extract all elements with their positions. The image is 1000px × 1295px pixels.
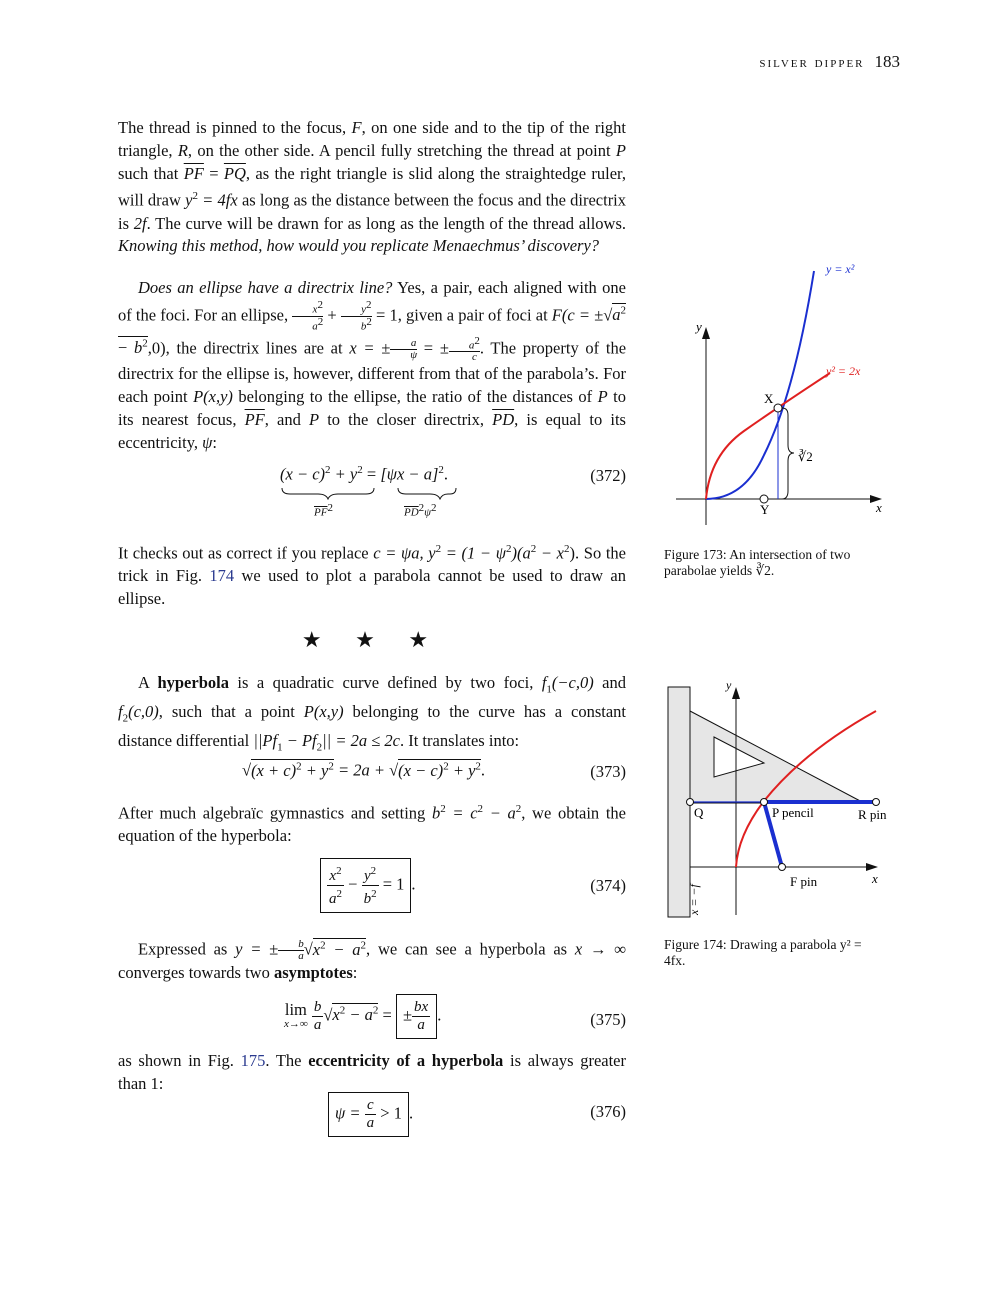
- page-number: 183: [874, 52, 900, 71]
- label-F: F pin: [790, 874, 818, 889]
- figure-174-diagram: [664, 675, 894, 925]
- figure-174-link[interactable]: 174: [209, 566, 235, 586]
- running-title: silver dipper: [759, 55, 865, 71]
- boxed-hyperbola-equation: $\frac{x^2}{a^2}$ − $\frac{y^2}{b^2}$ = 1: [320, 858, 411, 913]
- section-break-stars: ★ ★ ★: [301, 627, 443, 652]
- equation-number: (373): [590, 762, 626, 781]
- point-X: [774, 404, 782, 412]
- point-Q: [687, 799, 694, 806]
- label-Q: Q: [694, 805, 704, 820]
- label-Y: Y: [760, 502, 770, 517]
- label-curve-1: y = x²: [826, 262, 855, 276]
- label-curve-2: y² = 2x: [826, 364, 861, 378]
- label-directrix: x = −f: [687, 884, 701, 915]
- equation-number: (375): [590, 1010, 626, 1029]
- point-F: [779, 864, 786, 871]
- equation-376: ψ = $\frac{c}{a}$ > 1 . (376): [118, 1092, 626, 1132]
- x-axis-arrow: [866, 863, 878, 871]
- y-axis-arrow: [732, 687, 740, 699]
- equation-number: (376): [590, 1102, 626, 1121]
- curve-y-x2: [706, 271, 814, 499]
- label-X: X: [764, 391, 774, 406]
- paragraph-6: Expressed as y = ± $\frac{b}{a}$ $√x^2 - a^2$, we can see a hyperbola as x → ∞ converges towards two asymptotes:: [118, 938, 627, 983]
- label-y: y: [726, 678, 732, 692]
- figure-173-caption: Figure 173: An intersection of two parabolae yields ∛2.: [664, 547, 851, 578]
- point-R: [873, 799, 880, 806]
- equation-375: lim x→∞ $\frac{b}{a}$ $√x^2 - a^2$ = ± $\frac{bx}{a}$ . (375): [118, 994, 626, 1040]
- figure-175-link[interactable]: 175: [240, 1051, 266, 1070]
- paragraph-5: After much algebraïc gymnastics and setting $b^2 = c^2 - a^2$, we obtain the equation of the hyperbola:: [118, 803, 627, 846]
- label-R: R pin: [858, 807, 887, 822]
- y-axis-arrow: [702, 327, 710, 339]
- paragraph-4: A hyperbola is a quadratic curve defined by two foci, $f_1(-c,0)$ and $f_2(c,0)$, such that a point P(x,y) belonging to the curve has a constant distance differential $||Pf_1 - Pf_2|| = 2a \le 2c$. It translates into:: [118, 673, 626, 754]
- paragraph-1: The thread is pinned to the focus, F, on one side and to the tip of the right triangle, R, on the other side. A pencil fully stretching the thread at point P such that $\overline{PF} = \overline{PQ}$, as the right triangle is slid along the straightedge ruler, will draw $y^2 = 4fx$ as long as the distance between the focus and the directrix is 2f. The curve will be drawn for as long as the length of the thread allows. Knowing this method, how would you replicate Menaechmus’ discovery?: [118, 118, 627, 256]
- equation-number: (374): [590, 876, 626, 895]
- point-P: [761, 799, 768, 806]
- equation-number: (372): [590, 466, 626, 485]
- label-x: x: [872, 871, 878, 886]
- equation-374: $\frac{x^2}{a^2}$ − $\frac{y^2}{b^2}$ = 1 . (374): [118, 858, 626, 914]
- paragraph-2: Does an ellipse have a directrix line? Yes, a pair, each aligned with one of the foci. For an ellipse, $\frac{x^2}{a^2}$ + $\frac{y^2}{b^2}$ = 1, given a pair of foci at $F(c = \pm√a^2 - b^2,0)$, the directrix lines are at x = ± $\frac{a}{\psi}$ = ± $\frac{a^2}{c}$ . The property of the directrix for the ellipse is, however, different from that of the parabola’s. For each point P(x,y) belonging to the ellipse, the ratio of the distances of P to its nearest focus, $\overline{PF}$, and P to the closer directrix, $\overline{PD}$, is equal to its eccentricity, ψ:: [118, 278, 627, 452]
- figure-174-caption: Figure 174: Drawing a parabola y² = 4fx.: [664, 937, 862, 968]
- equation-372: $(x - c)^2 + y^2 = [\psi x - a]^2$. $\overline{PF}^2$ $\overline{PD}^2\psi^2$ (372): [280, 464, 626, 519]
- label-P: P pencil: [772, 805, 814, 820]
- question-italic: Knowing this method, how would you replicate Menaechmus’ discovery?: [118, 236, 600, 256]
- underbraces: [280, 486, 460, 500]
- figure-173-diagram: [664, 255, 894, 525]
- paragraph-3: It checks out as correct if you replace c = ψa, $y^2 = (1 - \psi^2)(a^2 - x^2)$. So the trick in Fig. 174 we used to plot a parabola cannot be used to draw an ellipse.: [118, 543, 627, 609]
- label-cbrt2: ∛2: [798, 449, 813, 464]
- running-header: [690, 52, 900, 72]
- paragraph-7: as shown in Fig. 175. The eccentricity of a hyperbola is always greater than 1:: [118, 1051, 627, 1093]
- label-y: y: [696, 319, 702, 334]
- equation-373: $√(x + c)^2 + y^2 = 2a + √(x - c)^2 + y^2$. (373): [242, 760, 626, 781]
- brace: [782, 408, 794, 499]
- label-x: x: [876, 500, 882, 515]
